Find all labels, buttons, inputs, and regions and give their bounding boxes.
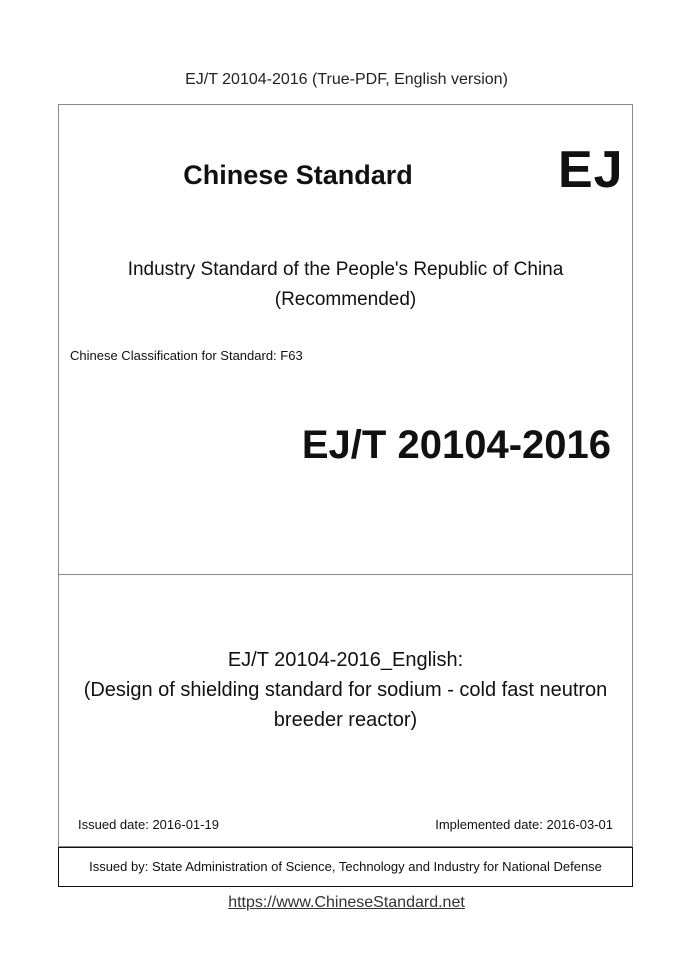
implemented-date: Implemented date: 2016-03-01 [435, 817, 613, 832]
title-line-2: (Design of shielding standard for sodium - cold fast neutron [83, 679, 608, 701]
standard-name: Chinese Standard [183, 160, 413, 190]
issued-by-box: Issued by: State Administration of Science, Technology and Industry for National Defense [58, 847, 633, 887]
ej-logo: EJ [558, 141, 624, 199]
industry-standard-line: Industry Standard of the People's Republic of China [127, 259, 564, 280]
title-line-3: breeder reactor) [273, 709, 418, 731]
title-line-1: EJ/T 20104-2016_English: [227, 649, 464, 671]
classification-line: Chinese Classification for Standard: F63 [70, 348, 303, 363]
issued-date: Issued date: 2016-01-19 [78, 817, 219, 832]
website-link[interactable]: https://www.ChineseStandard.net [228, 894, 465, 911]
recommended-line: (Recommended) [274, 289, 417, 310]
standard-number: EJ/T 20104-2016 [301, 423, 611, 467]
document-header: EJ/T 20104-2016 (True-PDF, English version) [185, 71, 508, 88]
